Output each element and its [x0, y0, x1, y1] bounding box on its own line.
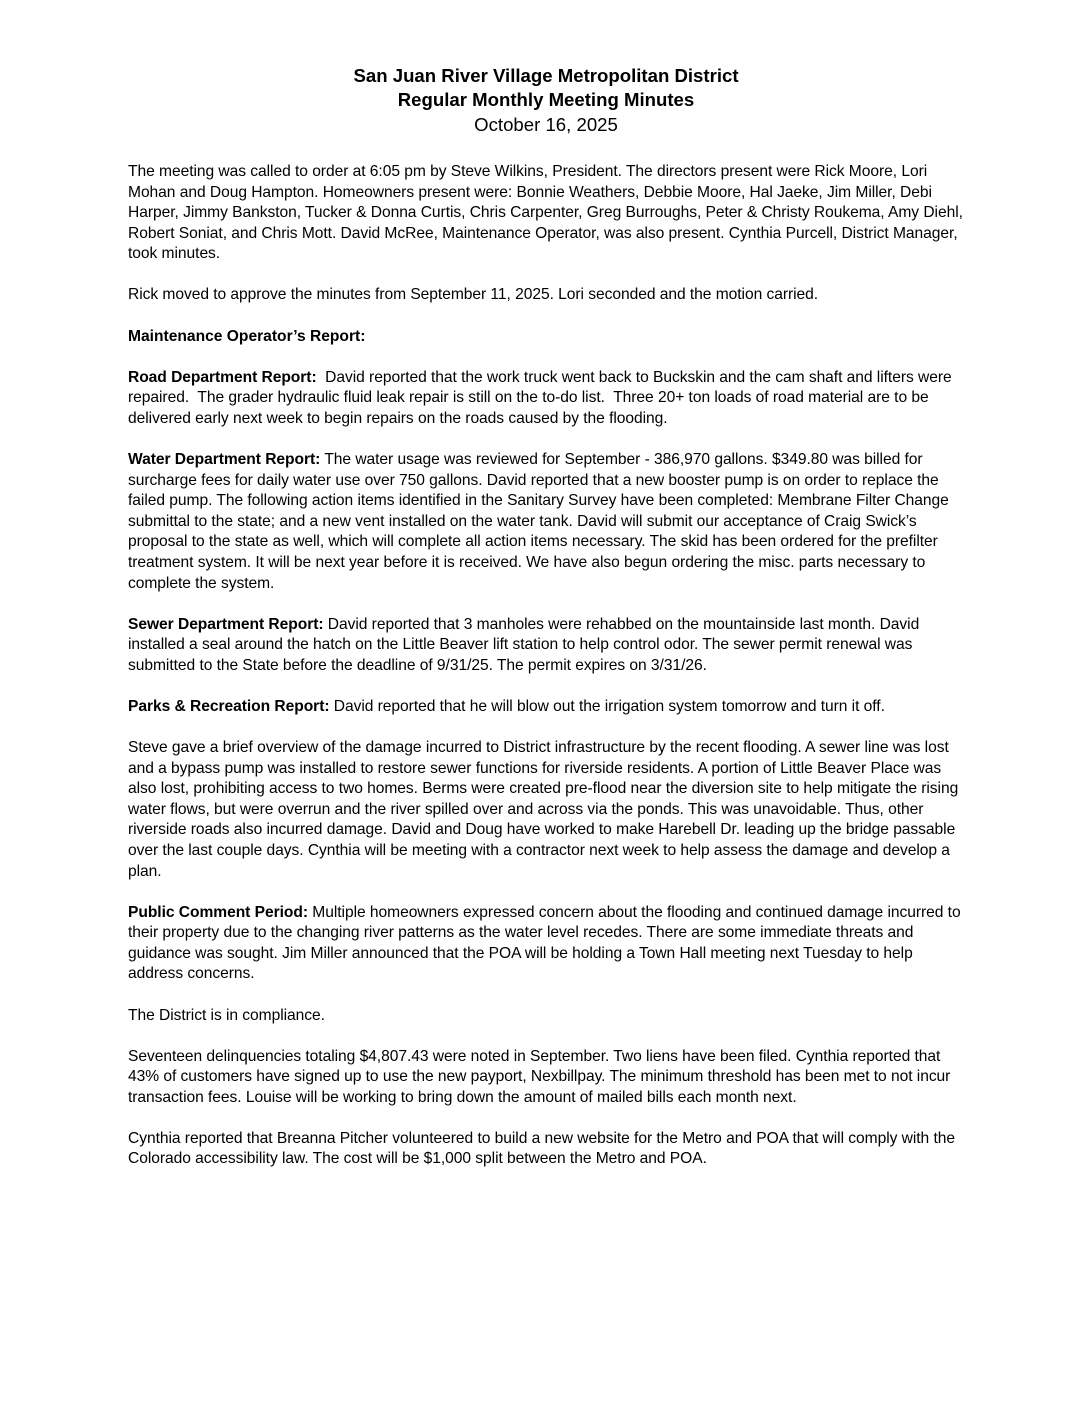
sewer-department-paragraph [128, 615, 964, 677]
call-to-order-paragraph: The meeting was called to order at 6:05 pm by Steve Wilkins, President. The directors present were Rick Moore, Lori Mohan and Doug Hampton. Homeowners present were: Bonnie Weathers, Debbie Moore, Hal Jaeke, Jim Miller, Debi Harper, Jimmy Bankston, Tucker & Donna Curtis, Chris Carpenter, Greg Burroughs, Peter & Christy Roukema, Amy Diehl, Robert Soniat, and Chris Mott. David McRee, Maintenance Operator, was also present. Cynthia Purcell, District Manager, took minutes. [128, 163, 963, 263]
parks-recreation-text: David reported that he will blow out the irrigation system tomorrow and turn it off. [329, 697, 885, 715]
flood-overview-paragraph: Steve gave a brief overview of the damage incurred to District infrastructure by the recent flooding. A sewer line was lost and a bypass pump was installed to restore sewer functions for riverside residents. A portion of Little Beaver Place was also lost, prohibiting access to two homes. Berms were created pre-flood near the diversion site to help mitigate the rising water flows, but were overrun and the river spilled over and across via the ponds. This was unavoidable. Thus, other riverside roads also incurred damage. David and Doug have worked to make Harebell Dr. leading up the bridge passable over the last couple days. Cynthia will be meeting with a contractor next week to help assess the damage and develop a plan. [128, 738, 959, 880]
compliance-paragraph: The District is in compliance. [128, 1006, 325, 1024]
road-department-label: Road Department Report: [128, 368, 317, 386]
minutes-approval-paragraph: Rick moved to approve the minutes from September 11, 2025. Lori seconded and the motion carried. [128, 286, 819, 304]
website-paragraph: Cynthia reported that Breanna Pitcher volunteered to build a new website for the Metro and POA that will comply with the Colorado accessibility law. The cost will be $1,000 split between the Metro and POA. [128, 1129, 955, 1168]
maintenance-report-heading: Maintenance Operator’s Report: [128, 327, 366, 345]
water-department-label: Water Department Report: [128, 450, 321, 468]
sewer-department-text: David reported that 3 manholes were rehabbed on the mountainside last month. David installed a seal around the hatch on the Little Beaver lift station to help control odor. The sewer permit renewal was submitted to the State before the deadline of 9/31/25. The permit expires on 3/31/26. [128, 615, 920, 674]
delinquencies-paragraph: Seventeen delinquencies totaling $4,807.43 were noted in September. Two liens have been filed. Cynthia reported that 43% of customers have signed up to use the new payport, Nexbillpay. The minimum threshold has been met to not incur transaction fees. Louise will be working to bring down the amount of mailed bills each month next. [128, 1047, 951, 1106]
document-header [128, 64, 964, 138]
public-comment-paragraph [128, 903, 964, 985]
road-department-text: David reported that the work truck went back to Buckskin and the cam shaft and lifters were repaired. The grader hydraulic fluid leak repair is still on the to-do list. Three 20+ ton loads of road material are to be delivered early next week to begin repairs on the roads caused by the flooding. [128, 368, 956, 427]
meeting-date: October 16, 2025 [474, 114, 618, 135]
parks-recreation-label: Parks & Recreation Report: [128, 697, 330, 715]
public-comment-text: Multiple homeowners expressed concern about the flooding and continued damage incurred to their property due to the changing river patterns as the water level recedes. There are some immediate threats and guidance was sought. Jim Miller announced that the POA will be holding a Town Hall meeting next Tuesday to help address concerns. [128, 903, 961, 983]
water-department-text: The water usage was reviewed for September - 386,970 gallons. $349.80 was billed for surcharge fees for daily water use over 750 gallons. David reported that a new booster pump is on order to replace the failed pump. The following action items identified in the Sanitary Survey have been completed: Membrane Filter Change submittal to the state; and a new vent installed on the water tank. David will submit our acceptance of Craig Swick’s proposal to the state as well, which will complete all action items necessary. The skid has been ordered for the prefilter treatment system. It will be next year before it is received. We have also begun ordering the misc. parts necessary to complete the system. [128, 450, 949, 592]
document-subtitle: Regular Monthly Meeting Minutes [397, 89, 695, 110]
public-comment-label: Public Comment Period: [128, 903, 308, 921]
document-page [128, 64, 964, 1191]
parks-recreation-paragraph [128, 697, 964, 718]
road-department-paragraph [128, 368, 964, 430]
document-title: San Juan River Village Metropolitan District [353, 65, 739, 86]
sewer-department-label: Sewer Department Report: [128, 615, 324, 633]
water-department-paragraph [128, 450, 964, 594]
